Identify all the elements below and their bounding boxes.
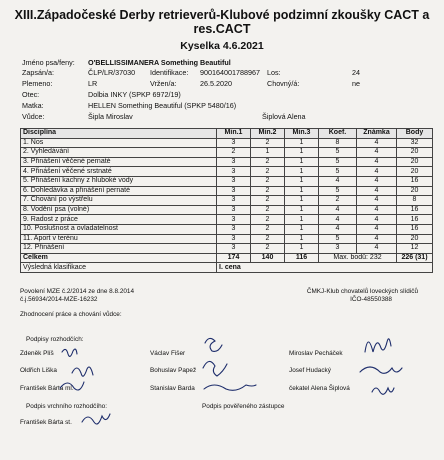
cell-min3: 1 (285, 176, 319, 186)
reg-label: Zapsán/a: (22, 68, 54, 77)
cell-min1: 3 (217, 176, 251, 186)
cell-min2: 1 (251, 148, 285, 158)
club-line-1: ČMKJ-Klub chovatelů loveckých slídičů (306, 288, 418, 295)
cell-discipline: 10. Poslušnost a ovladatelnost (21, 224, 217, 234)
place-date: Kyselka 4.6.2021 (180, 40, 264, 52)
sire-value: Dolbia INKY (SPKP 6972/19) (88, 90, 181, 99)
handler-label: Vůdce: (22, 112, 45, 121)
cell-coef: 5 (319, 148, 357, 158)
cell-discipline: 7. Chování po výstřelu (21, 196, 217, 206)
cell-min2: 2 (251, 176, 285, 186)
total-label: Celkem (21, 253, 217, 263)
born-label: Vržen/a: (150, 79, 177, 88)
breed-value: LR (88, 79, 98, 88)
total-min3: 116 (285, 253, 319, 263)
cell-coef: 4 (319, 176, 357, 186)
cell-discipline: 6. Dohledávka a přinášení pernaté (21, 186, 217, 196)
cell-points: 16 (397, 176, 433, 186)
cell-grade: 4 (357, 205, 397, 215)
deputy-label: Podpis pověřeného zástupce (202, 403, 285, 410)
cell-coef: 4 (319, 205, 357, 215)
cell-min1: 3 (217, 196, 251, 206)
cell-min1: 3 (217, 215, 251, 225)
cell-grade: 4 (357, 234, 397, 244)
cell-points: 16 (397, 205, 433, 215)
cell-points: 8 (397, 196, 433, 206)
judge-7: František Bárta ml. (20, 385, 74, 392)
signature-barta-ml (60, 382, 84, 390)
cell-min2: 2 (251, 215, 285, 225)
cell-min1: 3 (217, 167, 251, 177)
cell-min3: 1 (285, 138, 319, 148)
result-label: Výsledná klasifikace (21, 263, 217, 273)
chief-name: František Bárta st. (20, 419, 72, 426)
total-min2: 140 (251, 253, 285, 263)
cell-points: 20 (397, 186, 433, 196)
name-value: O'BELLISSIMANERA Something Beautiful (88, 58, 231, 67)
cell-grade: 4 (357, 167, 397, 177)
cell-min2: 2 (251, 205, 285, 215)
judge-9: čekatel Alena Šiplová (289, 385, 350, 392)
cell-min2: 2 (251, 196, 285, 206)
judge-2: Václav Fišer (150, 350, 186, 357)
cell-points: 32 (397, 138, 433, 148)
dam-label: Matka: (22, 101, 44, 110)
signature-fiser (205, 338, 222, 351)
cell-min2: 2 (251, 244, 285, 254)
cell-discipline: 2. Vyhledávání (21, 148, 217, 158)
col-header-min3: Min.3 (285, 129, 319, 139)
cell-coef: 5 (319, 167, 357, 177)
judge-6: Josef Hudacký (289, 367, 331, 374)
cell-min1: 3 (217, 186, 251, 196)
breeding-value: ne (352, 79, 360, 88)
cell-points: 16 (397, 215, 433, 225)
los-value: 24 (352, 68, 360, 77)
col-header-min1: Min.1 (217, 129, 251, 139)
cell-grade: 4 (357, 224, 397, 234)
cell-min3: 1 (285, 157, 319, 167)
judge-4: Oldřich Liška (20, 367, 57, 374)
cell-coef: 5 (319, 157, 357, 167)
cell-min2: 2 (251, 167, 285, 177)
reg-value: ČLP/LR/37030 (88, 68, 136, 77)
breed-label: Plemeno: (22, 79, 53, 88)
title-line-1: XIII.Západočeské Derby retrieverů-Klubové podzimní zkoušky CACT a (14, 8, 430, 22)
cell-grade: 4 (357, 138, 397, 148)
col-header-grade: Známka (357, 129, 397, 139)
cell-min2: 2 (251, 157, 285, 167)
cell-points: 20 (397, 157, 433, 167)
judge-8: Stanislav Barda (150, 385, 195, 392)
cell-discipline: 12. Přinášení (21, 244, 217, 254)
cell-discipline: 8. Vodění psa (volné) (21, 205, 217, 215)
chief-label: Podpis vrchního rozhodčího: (26, 403, 107, 410)
judge-5: Bohuslav Papež (150, 367, 197, 374)
cell-grade: 4 (357, 196, 397, 206)
cell-discipline: 11. Aport v terénu (21, 234, 217, 244)
cell-points: 20 (397, 148, 433, 158)
signature-pechacek (365, 339, 391, 352)
signature-plis (62, 349, 77, 356)
cell-coef: 3 (319, 244, 357, 254)
cell-min3: 1 (285, 186, 319, 196)
signature-hudacky (360, 367, 402, 373)
judge-1: Zdeněk Plíš (20, 350, 54, 357)
cell-coef: 8 (319, 138, 357, 148)
cell-discipline: 4. Přinášení věčené srstnaté (21, 167, 217, 177)
cell-grade: 4 (357, 157, 397, 167)
signature-barda (204, 385, 256, 390)
cell-min1: 3 (217, 234, 251, 244)
born-value: 26.5.2020 (200, 79, 232, 88)
cell-min3: 1 (285, 196, 319, 206)
cell-points: 12 (397, 244, 433, 254)
signature-siplova (372, 388, 394, 394)
owner-value: Šiplová Alena (262, 112, 306, 121)
col-header-min2: Min.2 (251, 129, 285, 139)
total-min1: 174 (217, 253, 251, 263)
total-max: Max. bodů: 232 (319, 253, 397, 263)
ident-label: Identifikace: (150, 68, 189, 77)
cell-coef: 4 (319, 224, 357, 234)
cell-grade: 4 (357, 244, 397, 254)
cell-discipline: 1. Nos (21, 138, 217, 148)
cell-grade: 4 (357, 186, 397, 196)
cell-points: 16 (397, 224, 433, 234)
cell-grade: 4 (357, 176, 397, 186)
cell-coef: 4 (319, 215, 357, 225)
cell-points: 20 (397, 167, 433, 177)
result-value: I. cena (217, 263, 433, 273)
signature-liska (72, 367, 93, 376)
cell-points: 20 (397, 234, 433, 244)
col-header-coef: Koef. (319, 129, 357, 139)
sire-label: Otec: (22, 90, 40, 99)
cell-min1: 3 (217, 205, 251, 215)
signature-papez (203, 361, 227, 376)
signature-barta-st (82, 414, 110, 424)
cell-min1: 2 (217, 148, 251, 158)
cell-min2: 2 (251, 234, 285, 244)
cell-min3: 1 (285, 167, 319, 177)
cell-coef: 2 (319, 196, 357, 206)
judge-3: Miroslav Pecháček (289, 350, 343, 357)
approval-line-1: Povolení MZE č.2/2014 ze dne 8.8.2014 (20, 288, 135, 295)
los-label: Los: (267, 68, 281, 77)
cell-min2: 2 (251, 224, 285, 234)
cell-min1: 3 (217, 157, 251, 167)
cell-discipline: 9. Radost z práce (21, 215, 217, 225)
title-line-2: res.CACT (193, 22, 251, 36)
cell-min3: 1 (285, 224, 319, 234)
col-header-points: Body (397, 129, 433, 139)
cell-min3: 1 (285, 205, 319, 215)
handler-evaluation-label: Zhodnocení práce a chování vůdce: (20, 311, 122, 318)
name-label: Jméno psa/feny: (22, 58, 75, 67)
dam-value: HELLEN Something Beautiful (SPKP 5480/16) (88, 101, 237, 110)
approval-line-2: č.j.56934/2014-MZE-16232 (20, 296, 98, 303)
cell-min3: 1 (285, 234, 319, 244)
cell-min1: 3 (217, 138, 251, 148)
cell-grade: 4 (357, 148, 397, 158)
cell-min1: 3 (217, 224, 251, 234)
cell-min3: 1 (285, 215, 319, 225)
cell-min1: 3 (217, 244, 251, 254)
cell-min2: 2 (251, 186, 285, 196)
cell-min2: 2 (251, 138, 285, 148)
judges-label: Podpisy rozhodčích: (26, 336, 84, 343)
cell-min3: 1 (285, 148, 319, 158)
cell-discipline: 3. Přinášení věčené pernaté (21, 157, 217, 167)
ident-value: 900164001788967 (200, 68, 260, 77)
cell-discipline: 5. Přinášení kachny z hluboké vody (21, 176, 217, 186)
club-line-2: IČO-48550388 (350, 296, 392, 303)
cell-coef: 5 (319, 234, 357, 244)
cell-min3: 1 (285, 244, 319, 254)
breeding-label: Chovný/á: (267, 79, 300, 88)
col-header-discipline: Disciplína (21, 129, 217, 139)
handler-value: Šipla Miroslav (88, 112, 133, 121)
total-points: 226 (31) (397, 253, 433, 263)
cell-grade: 4 (357, 215, 397, 225)
cell-coef: 5 (319, 186, 357, 196)
